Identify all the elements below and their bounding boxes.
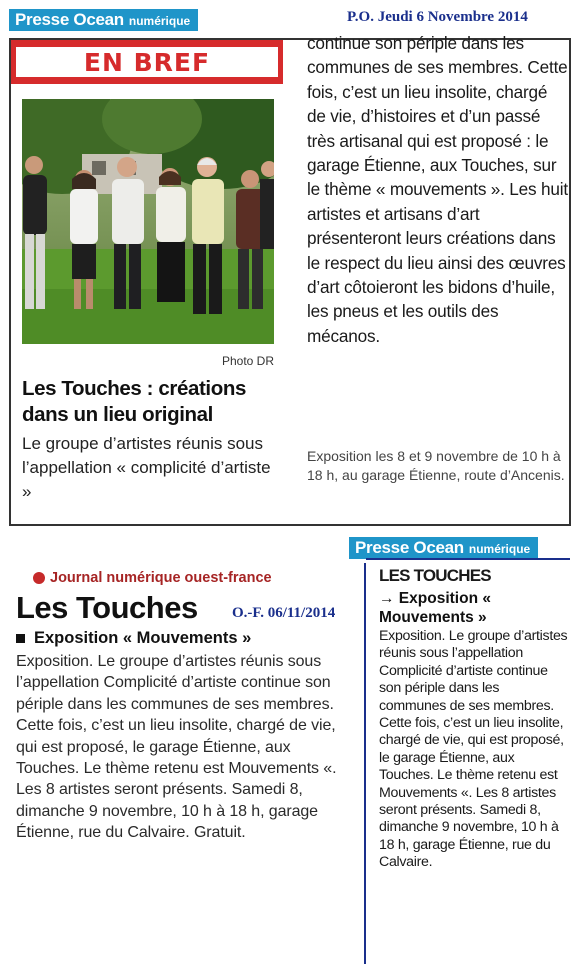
- en-bref-banner: [11, 40, 283, 84]
- po-city: LES TOUCHES: [379, 566, 491, 585]
- presse-ocean-logo: Presse Ocean: [15, 10, 124, 29]
- article-body-right: continue son périple dans les communes de ses membres. Cette fois, c’est un lieu insolite, chargé de vie, d’histoires et d’un passé très artisanal qui est proposé : le garage Étienne, aux Touches, sur le thème « mouvements ». Les huit artistes et artisans d’art présenteront leurs créations dans le respect du lieu ainsi des œuvres d’art côtoieront les bidons d’huile, les pneus et les outils des mécanos.: [307, 33, 568, 346]
- ouest-france-body: Exposition. Le groupe d’artistes réunis sous l’appellation Complicité d’artiste continue son périple dans les communes de ses membres. Cette fois, c’est un lieu insolite, chargé de vie, qui est proposé, le garage Étienne, aux Touches. Le thème retenu est Mouvements «. Les 8 artistes seront présents. Samedi 8, dimanche 9 novembre, 10 h à 18 h, garage Étienne, rue du Calvaire. Gratuit.: [16, 653, 337, 842]
- presse-ocean-badge-bottom: [349, 537, 538, 559]
- presse-ocean-suffix-bottom: numérique: [468, 542, 531, 556]
- ouest-france-subhead: [16, 629, 251, 648]
- divider-top: [366, 558, 570, 560]
- ouest-france-dot-icon: [33, 572, 45, 584]
- ouest-france-tag: [33, 570, 272, 586]
- po-body: Exposition. Le groupe d’artistes réunis sous l’appellation Complicité d’artiste continue son périple dans les communes de ses membres. Cette fois, c’est un lieu insolite, chargé de vie, qui est proposé, le garage Étienne, aux Touches. Le thème retenu est Mouvements «. Les 8 artistes seront présents. Samedi 8, dimanche 9 novembre, 10 h à 18 h, garage Étienne, rue du Calvaire.: [379, 628, 568, 871]
- group-photo: [22, 99, 274, 344]
- section-label: EN BREF: [83, 47, 211, 77]
- ouest-france-subhead-text: Exposition « Mouvements »: [34, 629, 252, 647]
- presse-ocean-logo-bottom: Presse Ocean: [355, 538, 464, 557]
- article-dek: Le groupe d’artistes réunis sous l’appellation « complicité d’artiste »: [22, 434, 271, 501]
- square-bullet-icon: [16, 634, 25, 643]
- po-headline: → Exposition « Mouvements »: [379, 590, 491, 626]
- ouest-france-city: Les Touches: [16, 590, 198, 625]
- ouest-france-label: Journal numérique ouest-france: [50, 570, 272, 586]
- presse-ocean-badge: [9, 9, 198, 31]
- article-headline: Les Touches : créations dans un lieu original: [22, 377, 246, 426]
- publication-date-of: O.-F. 06/11/2014: [232, 605, 336, 621]
- divider-vertical: [364, 563, 366, 964]
- photo-credit: Photo DR: [221, 354, 274, 368]
- presse-ocean-suffix: numérique: [128, 14, 191, 28]
- publication-date-po: P.O. Jeudi 6 Novembre 2014: [347, 9, 528, 25]
- exhibition-info: Exposition les 8 et 9 novembre de 10 h à 18 h, au garage Étienne, route d’Ancenis.: [307, 448, 565, 483]
